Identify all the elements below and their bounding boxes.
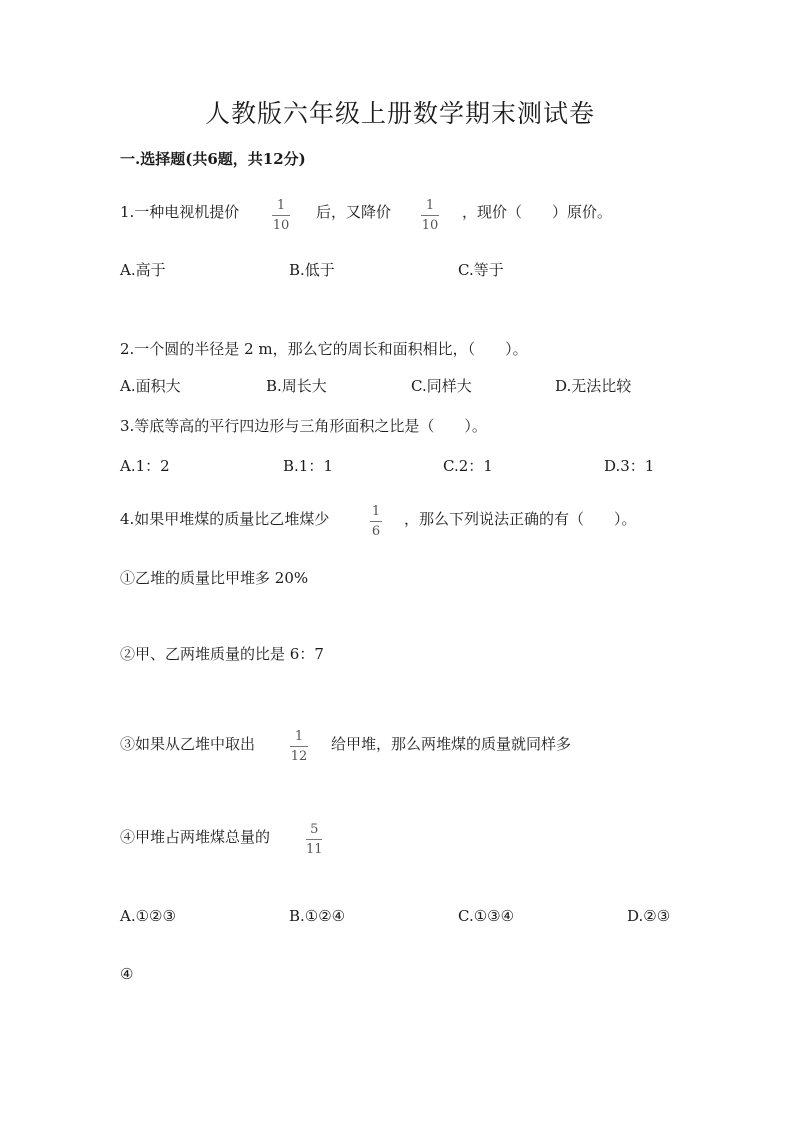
- q2-option-b: B.周长大: [266, 377, 327, 395]
- q2-option-d: D.无法比较: [555, 377, 632, 395]
- fraction-bar: [421, 215, 439, 216]
- q1-fraction-1: [272, 198, 290, 233]
- q4-fraction: [370, 504, 382, 539]
- q4-s3-frac-numerator: 1: [294, 729, 304, 744]
- q4-option-d: D.②③: [627, 907, 671, 925]
- q1-text-part2: 后，又降价: [316, 203, 392, 221]
- q4-frac-denominator: 6: [371, 524, 381, 539]
- q4-statement-4-part1: ④甲堆占两堆煤总量的: [120, 828, 271, 846]
- q3-option-a: A.1：2: [120, 457, 170, 475]
- page-title: 人教版六年级上册数学期末测试卷: [204, 99, 595, 128]
- fraction-bar: [272, 215, 290, 216]
- q4-s3-frac-denominator: 12: [290, 749, 308, 764]
- fraction-bar: [306, 839, 322, 840]
- q1-frac2-numerator: 1: [425, 198, 435, 213]
- q4-statement-4-fraction: [306, 822, 323, 857]
- q3-option-d: D.3：1: [604, 457, 655, 475]
- q1-option-c: C.等于: [458, 261, 504, 279]
- q2-option-c: C.同样大: [411, 377, 472, 395]
- q1-fraction-2: [421, 198, 439, 233]
- q1-text-part3: ，现价（ ）原价。: [462, 203, 613, 221]
- fraction-bar: [290, 746, 308, 747]
- q4-statement-3-part1: ③如果从乙堆中取出: [120, 735, 256, 753]
- q2-option-a: A.面积大: [120, 377, 181, 395]
- q4-s4-frac-denominator: 11: [306, 842, 323, 857]
- fraction-bar: [370, 521, 382, 522]
- q4-option-c: C.①③④: [458, 907, 515, 925]
- q4-s4-frac-numerator: 5: [310, 822, 319, 837]
- q3-text: 3.等底等高的平行四边形与三角形面积之比是（ ）。: [120, 417, 487, 435]
- q4-statement-3-fraction: [290, 729, 308, 764]
- q4-statement-3-part2: 给甲堆，那么两堆煤的质量就同样多: [331, 735, 572, 753]
- q4-statement-1: ①乙堆的质量比甲堆多 20%: [120, 569, 309, 587]
- q1-option-a: A.高于: [120, 261, 166, 279]
- q1-frac1-numerator: 1: [276, 198, 286, 213]
- q4-option-b: B.①②④: [289, 907, 346, 925]
- q4-option-a: A.①②③: [120, 907, 176, 925]
- q1-option-b: B.低于: [289, 261, 335, 279]
- q2-text: 2.一个圆的半径是 2 m，那么它的周长和面积相比，（ ）。: [120, 340, 528, 358]
- section-heading: 一.选择题(共6题，共12分): [120, 150, 306, 168]
- q1-frac1-denominator: 10: [272, 218, 290, 233]
- q3-option-b: B.1：1: [283, 457, 333, 475]
- q4-frac-numerator: 1: [371, 504, 381, 519]
- q4-statement-2: ②甲、乙两堆质量的比是 6：7: [120, 645, 324, 663]
- q4-option-d-wrap: ④: [120, 965, 134, 983]
- q4-text-part1: 4.如果甲堆煤的质量比乙堆煤少: [120, 510, 330, 528]
- q1-frac2-denominator: 10: [421, 218, 439, 233]
- q1-text-part1: 1.一种电视机提价: [120, 203, 240, 221]
- q3-option-c: C.2：1: [443, 457, 493, 475]
- q4-text-part2: ，那么下列说法正确的有（ ）。: [404, 510, 637, 528]
